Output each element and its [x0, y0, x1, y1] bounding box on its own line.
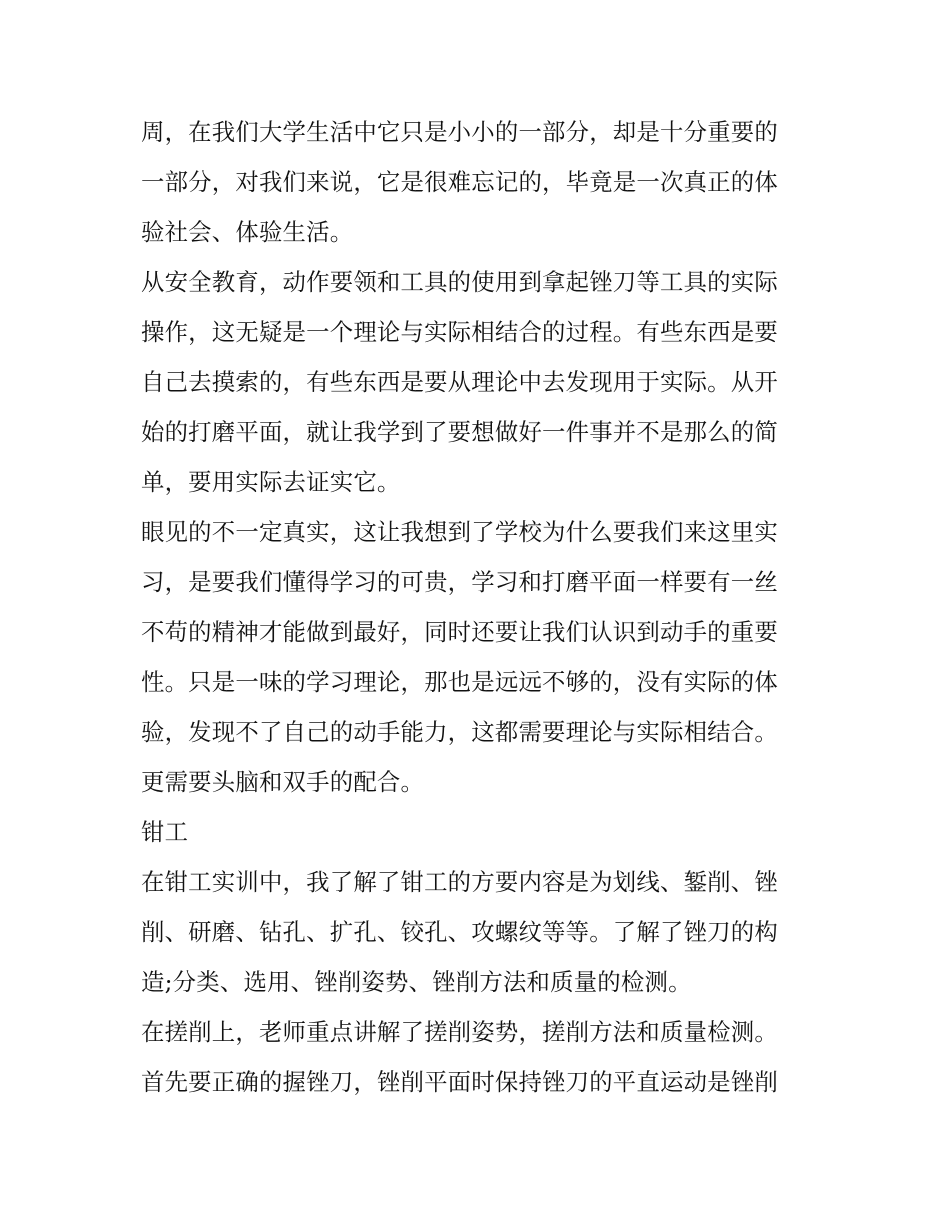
text-line: 眼见的不一定真实，这让我想到了学校为什么要我们来这里实 — [141, 518, 778, 546]
text-line: 造;分类、选用、锉削姿势、锉削方法和质量的检测。 — [141, 968, 692, 996]
text-line: 习，是要我们懂得学习的可贵，学习和打磨平面一样要有一丝 — [141, 568, 778, 596]
text-line: 周，在我们大学生活中它只是小小的一部分，却是十分重要的 — [141, 118, 778, 146]
text-line: 一部分，对我们来说，它是很难忘记的，毕竟是一次真正的体 — [141, 168, 778, 196]
text-line: 单，要用实际去证实它。 — [141, 468, 401, 496]
text-line: 在钳工实训中，我了解了钳工的方要内容是为划线、錾削、锉 — [141, 868, 778, 896]
text-line: 更需要头脑和双手的配合。 — [141, 768, 425, 796]
text-line: 削、研磨、钻孔、扩孔、铰孔、攻螺纹等等。了解了锉刀的构 — [141, 918, 778, 946]
text-line: 验社会、体验生活。 — [141, 218, 354, 246]
text-line: 操作，这无疑是一个理论与实际相结合的过程。有些东西是要 — [141, 318, 778, 346]
text-line: 自己去摸索的，有些东西是要从理论中去发现用于实际。从开 — [141, 368, 778, 396]
text-line: 在搓削上，老师重点讲解了搓削姿势，搓削方法和质量检测。 — [141, 1018, 778, 1046]
text-line: 从安全教育，动作要领和工具的使用到拿起锉刀等工具的实际 — [141, 268, 778, 296]
text-line: 性。只是一味的学习理论，那也是远远不够的，没有实际的体 — [141, 668, 778, 696]
body-text — [141, 107, 813, 1107]
text-line: 始的打磨平面，就让我学到了要想做好一件事并不是那么的简 — [141, 418, 778, 446]
text-line: 验，发现不了自己的动手能力，这都需要理论与实际相结合。 — [141, 718, 778, 746]
text-line: 不苟的精神才能做到最好，同时还要让我们认识到动手的重要 — [141, 618, 778, 646]
text-line: 首先要正确的握锉刀，锉削平面时保持锉刀的平直运动是锉削 — [141, 1068, 778, 1096]
section-heading: 钳工 — [141, 818, 189, 846]
